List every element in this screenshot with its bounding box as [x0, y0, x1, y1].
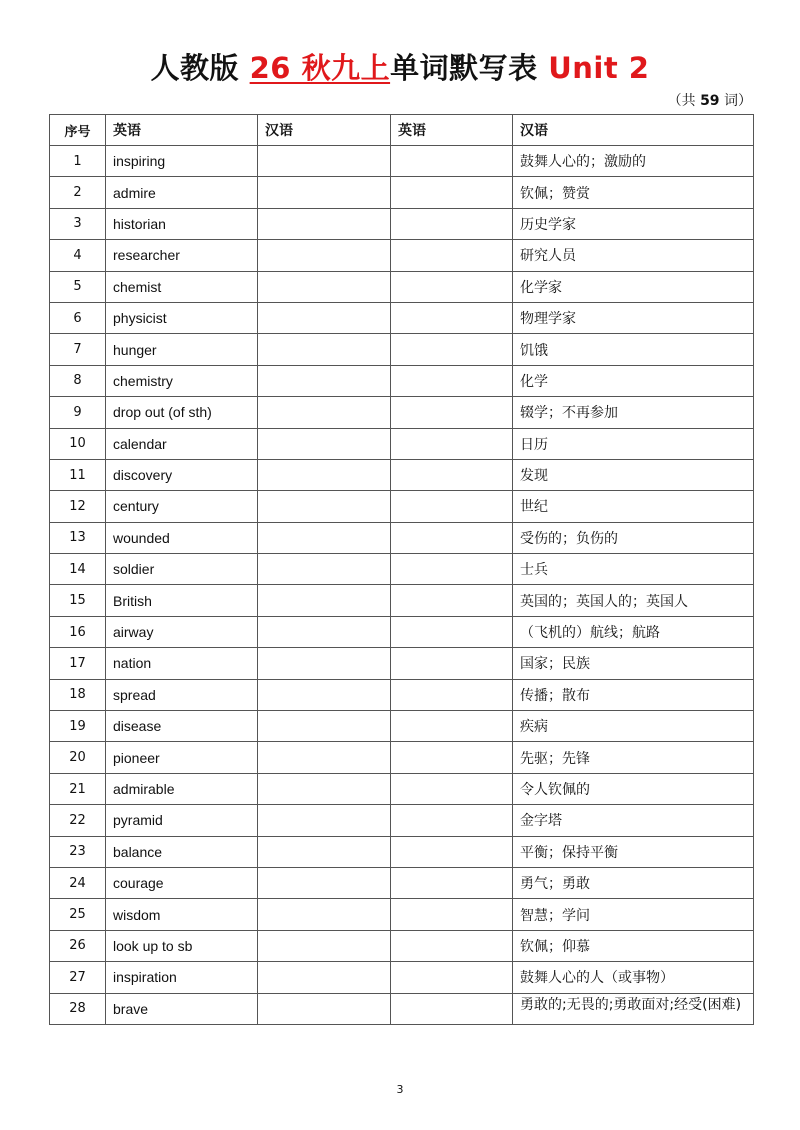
row-english: airway	[106, 616, 258, 647]
row-index: 2	[50, 177, 106, 208]
row-english: inspiring	[106, 146, 258, 177]
header-chinese-2: 汉语	[513, 115, 754, 146]
row-chinese: 令人钦佩的	[513, 773, 754, 804]
title-suffix: 单词默写表	[390, 51, 549, 85]
row-chinese: 士兵	[513, 554, 754, 585]
header-chinese: 汉语	[258, 115, 391, 146]
row-chinese: 物理学家	[513, 302, 754, 333]
table-body	[50, 146, 754, 1025]
row-chinese-blank[interactable]	[258, 585, 391, 616]
word-count-number: 59	[700, 93, 720, 109]
row-english-blank[interactable]	[391, 459, 513, 490]
row-chinese: 勇敢的;无畏的;勇敢面对;经受(困难)	[513, 993, 754, 1024]
row-chinese-blank[interactable]	[258, 930, 391, 961]
table-row	[50, 742, 754, 773]
row-english-blank[interactable]	[391, 899, 513, 930]
row-chinese-blank[interactable]	[258, 177, 391, 208]
row-english: British	[106, 585, 258, 616]
table-row	[50, 459, 754, 490]
row-english-blank[interactable]	[391, 302, 513, 333]
row-english-blank[interactable]	[391, 365, 513, 396]
row-chinese: 辍学；不再参加	[513, 397, 754, 428]
row-index: 28	[50, 993, 106, 1024]
row-chinese: 历史学家	[513, 208, 754, 239]
table-row	[50, 428, 754, 459]
row-index: 7	[50, 334, 106, 365]
table-row	[50, 491, 754, 522]
row-chinese-blank[interactable]	[258, 616, 391, 647]
title-highlight: 26 秋九上	[249, 51, 391, 85]
row-chinese-blank[interactable]	[258, 648, 391, 679]
row-english-blank[interactable]	[391, 397, 513, 428]
row-english: historian	[106, 208, 258, 239]
row-index: 25	[50, 899, 106, 930]
row-english: balance	[106, 836, 258, 867]
word-count-open: （共	[667, 93, 701, 109]
row-english-blank[interactable]	[391, 930, 513, 961]
row-english: spread	[106, 679, 258, 710]
row-english-blank[interactable]	[391, 177, 513, 208]
row-index: 14	[50, 554, 106, 585]
row-index: 19	[50, 711, 106, 742]
table-row	[50, 993, 754, 1024]
row-chinese-blank[interactable]	[258, 459, 391, 490]
row-english-blank[interactable]	[391, 616, 513, 647]
table-row	[50, 930, 754, 961]
row-english-blank[interactable]	[391, 711, 513, 742]
row-english-blank[interactable]	[391, 867, 513, 898]
row-english-blank[interactable]	[391, 836, 513, 867]
page-title	[0, 48, 800, 88]
row-index: 20	[50, 742, 106, 773]
table-row	[50, 616, 754, 647]
row-chinese: 传播；散布	[513, 679, 754, 710]
row-english: chemist	[106, 271, 258, 302]
row-chinese: 疾病	[513, 711, 754, 742]
row-chinese: 研究人员	[513, 240, 754, 271]
row-index: 22	[50, 805, 106, 836]
row-chinese: 饥饿	[513, 334, 754, 365]
title-prefix: 人教版	[150, 51, 250, 85]
row-english-blank[interactable]	[391, 585, 513, 616]
row-index: 3	[50, 208, 106, 239]
table-row	[50, 711, 754, 742]
row-index: 17	[50, 648, 106, 679]
row-english: pioneer	[106, 742, 258, 773]
header-index: 序号	[50, 115, 106, 146]
row-chinese-blank[interactable]	[258, 742, 391, 773]
row-chinese: 鼓舞人心的人（或事物）	[513, 962, 754, 993]
row-chinese-blank[interactable]	[258, 554, 391, 585]
table-row	[50, 240, 754, 271]
row-chinese: 英国的；英国人的；英国人	[513, 585, 754, 616]
table-row	[50, 836, 754, 867]
row-english-blank[interactable]	[391, 334, 513, 365]
table-row	[50, 679, 754, 710]
row-chinese: 平衡；保持平衡	[513, 836, 754, 867]
row-index: 10	[50, 428, 106, 459]
word-count	[668, 90, 752, 110]
row-chinese-blank[interactable]	[258, 867, 391, 898]
row-english: inspiration	[106, 962, 258, 993]
row-index: 11	[50, 459, 106, 490]
row-index: 5	[50, 271, 106, 302]
row-index: 23	[50, 836, 106, 867]
row-chinese: 金字塔	[513, 805, 754, 836]
row-index: 12	[50, 491, 106, 522]
row-chinese: 鼓舞人心的；激励的	[513, 146, 754, 177]
row-english-blank[interactable]	[391, 805, 513, 836]
row-english-blank[interactable]	[391, 773, 513, 804]
table-row	[50, 648, 754, 679]
header-english: 英语	[106, 115, 258, 146]
row-english-blank[interactable]	[391, 428, 513, 459]
row-english: wisdom	[106, 899, 258, 930]
row-chinese-blank[interactable]	[258, 679, 391, 710]
row-chinese-blank[interactable]	[258, 302, 391, 333]
row-english: physicist	[106, 302, 258, 333]
table-row	[50, 146, 754, 177]
row-index: 15	[50, 585, 106, 616]
page-number: 3	[396, 1083, 404, 1096]
table-row	[50, 365, 754, 396]
table-row	[50, 302, 754, 333]
row-english-blank[interactable]	[391, 648, 513, 679]
row-chinese: （飞机的）航线；航路	[513, 616, 754, 647]
table-row	[50, 867, 754, 898]
row-english: drop out (of sth)	[106, 397, 258, 428]
row-index: 24	[50, 867, 106, 898]
row-chinese-blank[interactable]	[258, 428, 391, 459]
row-chinese: 先驱；先锋	[513, 742, 754, 773]
row-english: pyramid	[106, 805, 258, 836]
header-english-2: 英语	[391, 115, 513, 146]
row-english: look up to sb	[106, 930, 258, 961]
row-chinese: 钦佩；仰慕	[513, 930, 754, 961]
row-english-blank[interactable]	[391, 491, 513, 522]
row-index: 16	[50, 616, 106, 647]
row-english: discovery	[106, 459, 258, 490]
row-english-blank[interactable]	[391, 993, 513, 1024]
table-row	[50, 899, 754, 930]
row-index: 8	[50, 365, 106, 396]
table-row	[50, 773, 754, 804]
word-count-close: 词）	[719, 93, 752, 109]
row-english: researcher	[106, 240, 258, 271]
row-chinese-blank[interactable]	[258, 208, 391, 239]
row-english-blank[interactable]	[391, 554, 513, 585]
row-chinese: 化学家	[513, 271, 754, 302]
row-chinese-blank[interactable]	[258, 146, 391, 177]
table-header-row	[50, 115, 754, 146]
table-row	[50, 585, 754, 616]
row-english: admirable	[106, 773, 258, 804]
row-index: 13	[50, 522, 106, 553]
row-index: 18	[50, 679, 106, 710]
table-row	[50, 177, 754, 208]
row-chinese: 智慧；学问	[513, 899, 754, 930]
row-english-blank[interactable]	[391, 146, 513, 177]
row-english: disease	[106, 711, 258, 742]
row-english: calendar	[106, 428, 258, 459]
row-index: 27	[50, 962, 106, 993]
table-row	[50, 208, 754, 239]
row-chinese-blank[interactable]	[258, 805, 391, 836]
row-chinese-blank[interactable]	[258, 397, 391, 428]
row-chinese: 受伤的；负伤的	[513, 522, 754, 553]
row-index: 9	[50, 397, 106, 428]
row-index: 1	[50, 146, 106, 177]
row-english: admire	[106, 177, 258, 208]
row-chinese: 勇气；勇敢	[513, 867, 754, 898]
row-english-blank[interactable]	[391, 240, 513, 271]
row-chinese: 发现	[513, 459, 754, 490]
row-chinese: 化学	[513, 365, 754, 396]
row-index: 4	[50, 240, 106, 271]
row-chinese-blank[interactable]	[258, 899, 391, 930]
row-english: hunger	[106, 334, 258, 365]
row-english: century	[106, 491, 258, 522]
vocabulary-table	[49, 114, 754, 1025]
row-english: courage	[106, 867, 258, 898]
row-chinese: 世纪	[513, 491, 754, 522]
row-english-blank[interactable]	[391, 522, 513, 553]
row-index: 6	[50, 302, 106, 333]
row-english: nation	[106, 648, 258, 679]
row-english-blank[interactable]	[391, 208, 513, 239]
row-chinese-blank[interactable]	[258, 711, 391, 742]
row-chinese: 国家；民族	[513, 648, 754, 679]
row-english-blank[interactable]	[391, 742, 513, 773]
row-english-blank[interactable]	[391, 271, 513, 302]
row-english: brave	[106, 993, 258, 1024]
row-chinese-blank[interactable]	[258, 240, 391, 271]
table-row	[50, 397, 754, 428]
row-english-blank[interactable]	[391, 962, 513, 993]
table-row	[50, 805, 754, 836]
row-chinese-blank[interactable]	[258, 962, 391, 993]
row-chinese: 钦佩；赞赏	[513, 177, 754, 208]
row-index: 26	[50, 930, 106, 961]
row-chinese-blank[interactable]	[258, 334, 391, 365]
title-unit: Unit 2	[548, 51, 650, 85]
row-chinese-blank[interactable]	[258, 365, 391, 396]
row-chinese-blank[interactable]	[258, 773, 391, 804]
row-chinese: 日历	[513, 428, 754, 459]
row-index: 21	[50, 773, 106, 804]
row-english-blank[interactable]	[391, 679, 513, 710]
table-row	[50, 334, 754, 365]
table-row	[50, 554, 754, 585]
row-chinese-blank[interactable]	[258, 836, 391, 867]
table-row	[50, 271, 754, 302]
row-english: chemistry	[106, 365, 258, 396]
row-english: soldier	[106, 554, 258, 585]
table-row	[50, 522, 754, 553]
row-chinese-blank[interactable]	[258, 522, 391, 553]
row-chinese-blank[interactable]	[258, 993, 391, 1024]
row-english: wounded	[106, 522, 258, 553]
row-chinese-blank[interactable]	[258, 491, 391, 522]
table-row	[50, 962, 754, 993]
row-chinese-blank[interactable]	[258, 271, 391, 302]
